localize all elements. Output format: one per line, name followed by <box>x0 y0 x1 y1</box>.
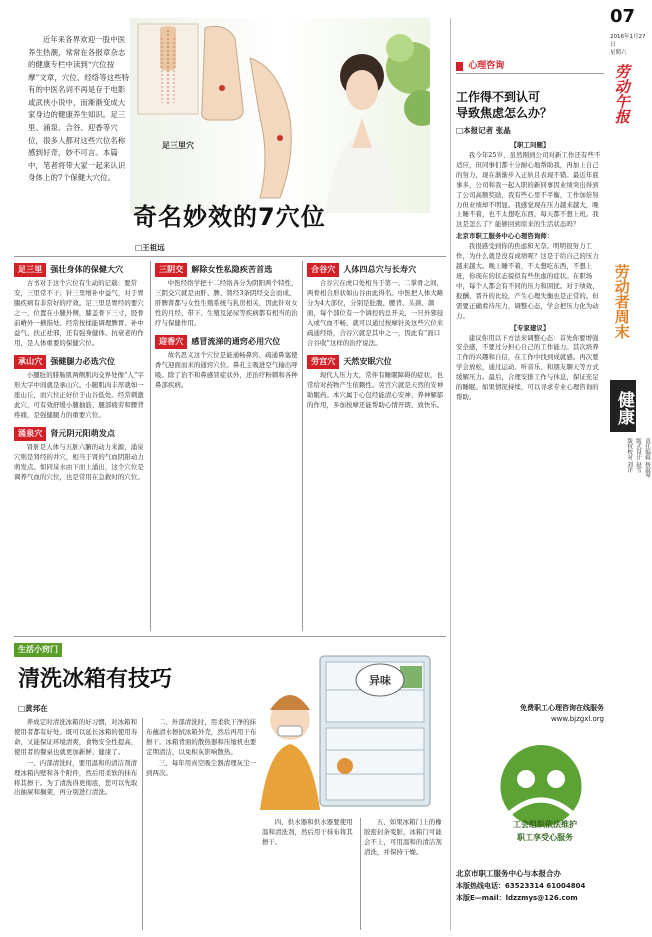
fridge-illustration <box>250 650 445 810</box>
point-yongquan: 涌泉穴 肾元阴元阳萌发点 肾脏是人体与五脏六腑的动力来源，涌泉穴则是肾经的井穴，相当于肾的气血阴阳动力萌发点。如同泉水由下而上涌出，这个穴位是调养气血的穴位，也是常用在急救时的穴位。 <box>14 428 144 481</box>
advice-url[interactable]: www.bjzgxl.org <box>550 714 604 723</box>
point-yingxiang: 迎香穴 感冒流涕的通窍必用穴位 故名思义这个穴位是能通畅鼻窍、疏通鼻塞使香气迎面而来的通窍穴位。鼻孔主吸进空气输出呼吸。除了治不和鼻感冒症状外，还治疗粉刺和各种鼻部疾病。 <box>155 337 298 390</box>
tips-figure-label: 异味 <box>369 674 391 687</box>
editors: 责任编辑 杨淑琴 版式设计 赵雪 版权校对 刘洋 <box>626 437 650 479</box>
tips-section-label: 生活小窍门 <box>14 641 62 659</box>
section-name: 健康 <box>610 380 636 432</box>
advice-body: 【职工问题】 我今年25岁，虽然刚到公司对新工作还有些不适应，但同事们都十分耐心地帮助我，再加上自己的努力，现在渐渐步入正轨且表现不错。最近年底事多，公司和我一起入职的新同事因业绩突出得到了公司高额奖励，我有些心里不平衡，工作加倍努力但业绩却不明显。我感觉现在压力越来越大，晚上睡不着，也不太想吃东西，每天都不想上班。我这是怎么了？能够回到原来的生活状态吗？ 北京市职工服务中心心理咨询师： 我很感受到你的焦虑和无奈。明明很努力工作，为什么就是没有成绩呢？这是于给自己的压力越来越大。晚上睡不着，不太想吃东西，不想上班，你现在的状态貌似有些焦虑的症状。在职场中，每个人都会有不同的压力和困扰。对于绩效、报酬、晋升的比较，产生心理失衡也是正常的。但需要正确看待压力，调整心态，学会把压力化为动力。 【专家建议】 建议你用以下方法来调整心态：首先你要增强安全感，不要过分担心自己的工作能力。其次培养工作的兴趣和自信，在工作中找到成就感。再次要学会放松，通过运动、听音乐、和朋友聊天等方式缓解压力。最后，合理安排工作与休息，保证充足的睡眠。如果情况持续，可以寻求专业心理咨询的帮助。 <box>456 141 601 402</box>
feature-col-1 <box>14 261 146 631</box>
feature-intro: 近年来各界欢迎一股中医养生热潮，常常在各报章杂志的健康专栏中读到“穴位按摩”文章，穴位、经络等这些特有的中医名词不再是存于电影或武侠小说中，而渐渐变成大家身边的健康养生知识。足三里、涌泉、合谷、迎香等穴位，很多人都对这些穴位名称感到好奇，妙不可言。本篇中，笔者将带大家一起来认识身体上的7个保健大穴位。 <box>28 35 130 183</box>
tips-col-4: 五、如果冰箱门上的橡胶密封条变脏，冰箱门可能会不上，可用温和的清洁剂清洗，并保持干燥。 <box>364 818 442 856</box>
union-badge <box>478 735 604 860</box>
feature-headline: 奇名妙效的7穴位 <box>133 203 326 231</box>
page-number: 07 <box>610 6 636 27</box>
tips-col-3: 四、供水器和供水器要使用温和清洗剂，然后用干抹布将其擦干。 <box>262 818 353 846</box>
point-laogong: 劳宫穴 天然安眠穴位 现代人压力大，常伴有睡眠障碍的症状，也常给对药物产生依赖性。劳宫穴就是天然的安神助眠药。本穴属于心包经能清心安神、养神解郁的作用，多加按摩还能帮助心情开朗、致快乐。 <box>307 356 444 409</box>
advice-title: 工作得不到认可 导致焦虑怎么办？ <box>456 90 553 120</box>
badge-line-1: 工会组织依法维护 <box>513 820 577 829</box>
advice-service-tag: 免费职工心理咨询在线服务 www.bjzgxl.org <box>456 703 604 724</box>
tips-author: □黄邦在 <box>18 704 48 713</box>
paper-name: 劳动午报 <box>612 63 631 124</box>
point-sanyinjiao: 三阴交 解除女性私隐疾苦首选 中医经络学把十二经络各分为阴阳两个特性，三阴交穴就是由肝、脾、肾经3条阴经交会而成。肝脾肾都与女性生殖系统与乳房相关，因此针对女性的月经、带下、生殖及泌尿等疾病都有相当的治疗与保健作用。 <box>155 265 298 328</box>
footer-hotline: 本版热线电话：63523314 61004804 <box>456 881 586 890</box>
feature-col-2 <box>155 261 298 631</box>
point-name-badge: 涌泉穴 <box>14 427 46 441</box>
advice-author: □本报记者 张晶 <box>456 126 511 135</box>
point-hegu: 合谷穴 人体四总穴与长寿穴 合谷穴在虎口处相当于第一、二掌骨之间，两骨相合形状如山谷由此得名。中医把人体大略分为4大部位，分别是肚腹、腰背、头颈、颜面，每个部位有一个调控的总开关，一旦外邪侵入或气血不畅，就可以通过按摩针灸这些穴位来疏通经络，合谷穴就是其中之一，因此有“面口合谷收”这样的治疗说法。 <box>307 265 444 347</box>
point-name-badge: 迎香穴 <box>155 335 187 349</box>
feature-illustration <box>130 18 430 213</box>
badge-line-2: 职工享受心服务 <box>517 833 573 842</box>
tips-title: 清洗冰箱有技巧 <box>18 666 173 692</box>
tips-col-1: 养成定时清洗冰箱的好习惯，对冰箱和使用者都有好处。既可以延长冰箱的使用寿命，又能保证环境清爽，食物安全性提高，使用者的餐桌也就更加新鲜、健康了。 一、内部清洗时，要用温和的清洁剂清理冰箱内壁和各个附件，然后用柔软的抹布将其擦干。为了清洗得更彻底，您可以先取出抽屉和搁架，再分别进行清洗。 <box>14 718 138 797</box>
footer-email: 本版E—mail：ldzzmys@126.com <box>456 893 578 902</box>
column-name: 劳动者周末 <box>612 263 631 339</box>
tips-col-2: 二、外部清洗时，用柔软干净的抹布蘸清水擦拭冰箱外壳，然后再用干布擦干。冰箱背面的散热器和压缩机也要定期清洁，以免积灰影响散热。 三、每年用真空吸尘器清理灰尘一到两次。 <box>146 718 257 777</box>
footer-org: 北京市职工服务中心与本报合办 <box>456 869 561 878</box>
issue-date: 2016年1月27日 <box>610 34 646 48</box>
point-chengshan: 承山穴 强健腿力必选穴位 小腿肚的腓肠肌两侧肌肉交界处像“人”字形大字中间就是承山穴。小腿肌肉丰厚就如一座山丘，而穴位正好位于山谷低处。经常刺激此穴，可有效舒缓小腿抽筋、腿部疲劳和腰背疼痛，是强健腿力的重要穴位。 <box>14 356 144 419</box>
point-name-badge: 合谷穴 <box>307 263 339 277</box>
point-zusanli: 足三里 强壮身体的保健大穴 古书对于这个穴位有生动的记载：要常安，三里常不干；针三里增补中益气，对于胃腸疾病有非常好的疗效。足三里是胃经的要穴之一，位置在小腿外侧，膝盖骨下三寸，胫骨前嵴外一横指处。经常按揉能调理脾胃、补中益气、扶正祛邪，还有强身健体、抗衰老的作用，是人体重要的保健穴位。 <box>14 265 144 347</box>
feature-figure-label: 足三里穴 <box>162 141 194 150</box>
footer-info <box>456 868 606 905</box>
point-name-badge: 三阴交 <box>155 263 187 277</box>
point-name-badge: 承山穴 <box>14 355 46 369</box>
masthead <box>610 8 650 928</box>
point-name-badge: 足三里 <box>14 263 46 277</box>
feature-col-3 <box>307 261 445 631</box>
point-name-badge: 劳宫穴 <box>307 355 339 369</box>
advice-section-label: 心理咨询 <box>456 60 604 74</box>
issue-weekday: 星期六 <box>610 49 627 56</box>
feature-author: □王祖远 <box>135 243 165 252</box>
